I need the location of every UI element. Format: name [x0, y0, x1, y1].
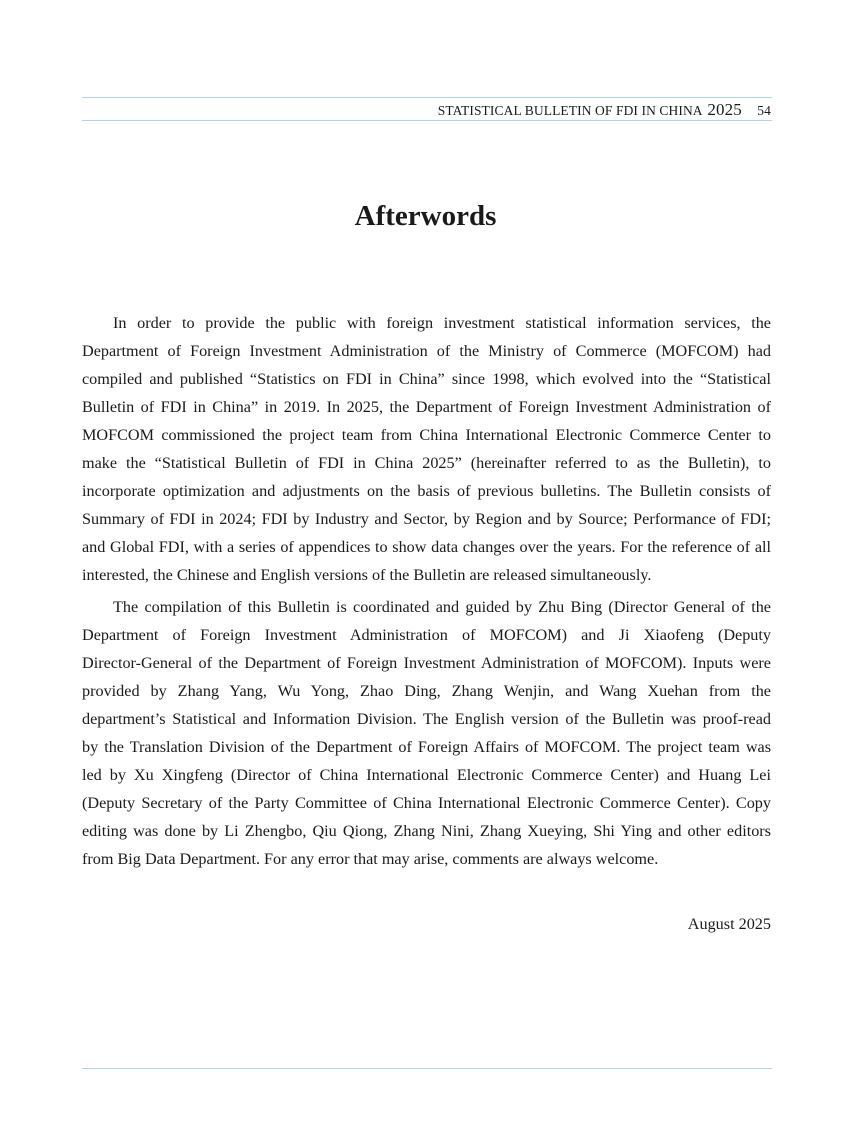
page-title: Afterwords	[354, 200, 497, 232]
text-line: The compilation of this Bulletin is coordinated and guided by Zhu Bing (Director General of the	[113, 598, 771, 616]
text-line: compiled and published “Statistics on FDI in China” since 1998, which evolved into the “Statistical	[82, 370, 771, 388]
header-top-rule	[82, 97, 772, 98]
running-header	[438, 100, 771, 120]
text-line: editing was done by Li Zhengbo, Qiu Qiong, Zhang Nini, Zhang Xueying, Shi Ying and other editors	[82, 822, 771, 840]
text-line: from Big Data Department. For any error that may arise, comments are always welcome.	[82, 850, 659, 868]
header-year: 2025	[707, 100, 742, 119]
text-line: In order to provide the public with foreign investment statistical information services, the	[113, 314, 771, 332]
text-line: provided by Zhang Yang, Wu Yong, Zhao Ding, Zhang Wenjin, and Wang Xuehan from the	[82, 682, 771, 700]
text-line: (Deputy Secretary of the Party Committee of China International Electronic Commerce Center). Copy	[82, 794, 771, 812]
paragraph-intro	[82, 309, 771, 589]
text-line: Department of Foreign Investment Administration of MOFCOM) and Ji Xiaofeng (Deputy	[82, 626, 771, 644]
paragraph-acknowledgements	[82, 593, 771, 873]
text-line: Summary of FDI in 2024; FDI by Industry and Sector, by Region and by Source; Performance of FDI;	[82, 510, 771, 528]
footer-rule	[82, 1068, 772, 1069]
text-line: and Global FDI, with a series of appendices to show data changes over the years. For the reference of all	[82, 538, 771, 556]
header-title: STATISTICAL BULLETIN OF FDI IN CHINA	[437, 103, 702, 118]
text-line: by the Translation Division of the Department of Foreign Affairs of MOFCOM. The project team was	[82, 738, 771, 756]
text-line: interested, the Chinese and English versions of the Bulletin are released simultaneously.	[82, 566, 652, 584]
text-line: Bulletin of FDI in China” in 2019. In 2025, the Department of Foreign Investment Administration of	[82, 398, 771, 416]
text-line: Department of Foreign Investment Administration of the Ministry of Commerce (MOFCOM) had	[82, 342, 771, 360]
text-line: make the “Statistical Bulletin of FDI in China 2025” (hereinafter referred to as the Bulletin), to	[82, 454, 771, 472]
page-number: 54	[757, 103, 771, 118]
text-line: department’s Statistical and Information Division. The English version of the Bulletin was proof-read	[82, 710, 771, 728]
date: August 2025	[687, 915, 771, 933]
header-bottom-rule	[82, 120, 772, 121]
text-line: Director-General of the Department of Foreign Investment Administration of MOFCOM). Inputs were	[82, 654, 771, 672]
text-line: led by Xu Xingfeng (Director of China International Electronic Commerce Center) and Huang Lei	[82, 766, 771, 784]
text-line: incorporate optimization and adjustments on the basis of previous bulletins. The Bulletin consists of	[82, 482, 771, 500]
text-line: MOFCOM commissioned the project team from China International Electronic Commerce Center to	[82, 426, 771, 444]
